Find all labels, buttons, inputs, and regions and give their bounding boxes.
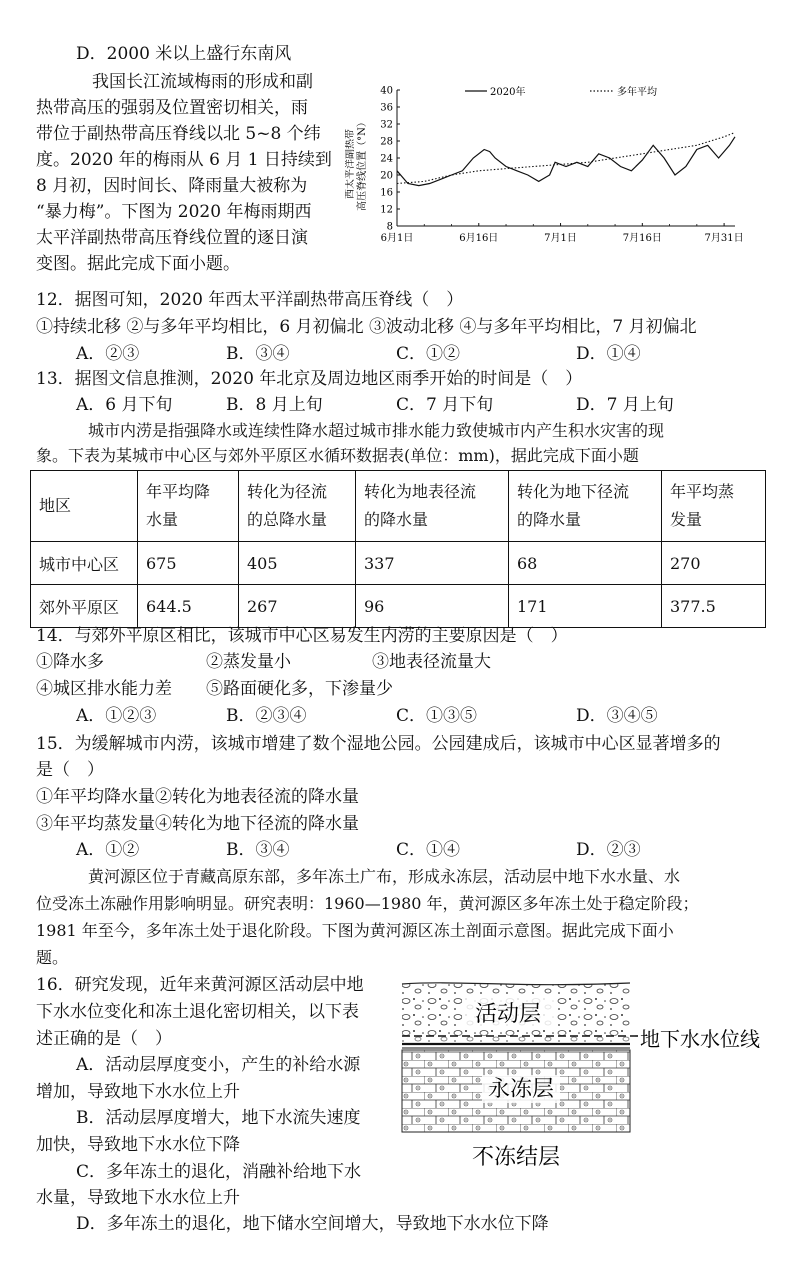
table-cell: 城市中心区 [31,542,138,585]
q12-option-a[interactable]: A．②③ [76,344,140,364]
table-header-surface-runoff: 转化为地表径流 的降水量 [356,471,509,542]
q14-statement: ①降水多 [36,652,104,672]
laoying-intro-line: 象。下表为某城市中心区与郊外平原区水循环数据表(单位：mm)，据此完成下面小题 [36,446,639,465]
q15-option-d[interactable]: D．②③ [576,840,641,860]
legend-2020: 2020年 [490,87,526,98]
active-layer-label: 活动层 [474,1002,542,1027]
q12-option-b[interactable]: B．③④ [226,344,290,364]
x-tick-label: 6月1日 [380,233,414,244]
q16-option-a[interactable]: A．活动层厚度变小，产生的补给水源 [76,1055,361,1075]
q15-option-b[interactable]: B．③④ [226,840,290,860]
table-cell: 337 [356,542,509,585]
x-tick-label: 7月31日 [704,233,744,244]
q13-option-d[interactable]: D．7 月上旬 [576,395,674,415]
q16-stem: 16．研究发现，近年来黄河源区活动层中地 [36,975,364,995]
table-cell: 郊外平原区 [31,585,138,628]
x-tick-label: 6月16日 [459,233,499,244]
q15-option-a[interactable]: A．①② [76,840,140,860]
q14-option-a[interactable]: A．①②③ [76,706,157,726]
prev-question-option-d: D．2000 米以上盛行东南风 [76,44,292,64]
y-tick-label: 16 [380,187,393,199]
huanghe-intro-line: 黄河源区位于青藏高原东部，多年冻土广布，形成永冻层，活动层中地下水水量、水 [88,867,681,886]
q13-stem: 13．据图文信息推测，2020 年北京及周边地区雨季开始的时间是（ ） [36,369,583,389]
intro-line: 变图。据此完成下面小题。 [36,254,240,274]
table-cell: 68 [509,542,662,585]
q14-option-c[interactable]: C．①③⑤ [396,706,478,726]
table-cell: 675 [138,542,239,585]
q16-option-a-cont: 增加，导致地下水水位上升 [36,1082,240,1102]
q15-stem: 15．为缓解城市内涝，该城市增建了数个湿地公园。公园建成后，该城市中心区显著增多的 [36,734,721,754]
laoying-intro-line: 城市内涝是指强降水或连续性降水超过城市排水能力致使城市内产生积水灾害的现 [88,421,665,440]
table-cell: 270 [662,542,766,585]
q15-stem: 是（ ） [36,760,104,780]
intro-line: 太平洋副热带高压脊线位置的逐日演 [36,228,308,248]
permafrost-label: 永冻层 [487,1077,555,1102]
table-row [31,585,766,628]
table-cell: 171 [509,585,662,628]
table-row [31,542,766,585]
q16-option-b-cont: 加快，导致地下水水位下降 [36,1135,240,1155]
unfrozen-layer-label: 不冻结层 [471,1145,561,1170]
q13-option-b[interactable]: B．8 月上旬 [226,395,323,415]
table-header-region: 地区 [31,471,138,542]
q14-stem: 14．与郊外平原区相比，该城市中心区易发生内涝的主要原因是（ ） [36,626,568,646]
q14-statement: ③地表径流量大 [372,652,491,672]
q13-option-a[interactable]: A．6 月下旬 [76,395,173,415]
q15-statement: ①年平均降水量②转化为地表径流的降水量 [36,787,359,807]
q16-option-d[interactable]: D．多年冻土的退化，地下储水空间增大，导致地下水水位下降 [76,1214,549,1234]
table-header-ground-runoff: 转化为地下径流 的降水量 [509,471,662,542]
y-tick-label: 8 [386,221,393,233]
huanghe-intro-line: 题。 [36,948,69,967]
q16-option-c[interactable]: C．多年冻土的退化，消融补给地下水 [76,1162,362,1182]
water-cycle-table [30,470,766,628]
q14-option-b[interactable]: B．②③④ [226,706,307,726]
table-cell: 377.5 [662,585,766,628]
y-tick-label: 28 [380,136,393,148]
q12-option-c[interactable]: C．①② [396,344,461,364]
intro-line: 带位于副热带高压脊线以北 5~8 个纬 [36,124,321,144]
table-header-precip: 年平均降 水量 [138,471,239,542]
y-axis-label-line2: 高压脊线位置（°N） [357,117,368,211]
table-cell: 405 [239,542,356,585]
intro-line: 8 月初，因时间长、降雨量大被称为 [36,176,308,196]
y-tick-label: 32 [380,119,393,131]
q13-option-c[interactable]: C．7 月下旬 [396,395,494,415]
series-average-line [397,133,735,184]
intro-line: 热带高压的强弱及位置密切相关，雨 [36,98,308,118]
y-tick-label: 40 [380,85,393,97]
y-tick-label: 36 [380,102,393,114]
q16-stem: 下水水位变化和冻土退化密切相关，以下表 [36,1002,359,1022]
q15-statement: ③年平均蒸发量④转化为地下径流的降水量 [36,814,359,834]
y-tick-label: 20 [380,170,393,182]
table-cell: 644.5 [138,585,239,628]
permafrost-profile-diagram [400,980,770,1180]
q15-option-c[interactable]: C．①④ [396,840,461,860]
intro-line: 度。2020 年的梅雨从 6 月 1 日持续到 [36,150,332,170]
q12-option-d[interactable]: D．①④ [576,344,641,364]
y-axis-label-line1: 西太平洋副热带 [345,129,356,199]
table-header-runoff-total: 转化为径流 的总降水量 [239,471,356,542]
y-tick-label: 12 [380,204,393,216]
ridge-line-chart [345,76,765,256]
intro-line: 我国长江流域梅雨的形成和副 [92,72,313,92]
intro-line: “暴力梅”。下图为 2020 年梅雨期西 [36,202,312,222]
q14-option-d[interactable]: D．③④⑤ [576,706,658,726]
huanghe-intro-line: 位受冻土冻融作用影响明显。研究表明：1960—1980 年，黄河源区多年冻土处于稳定阶段； [36,894,699,913]
q14-statement: ④城区排水能力差 [36,679,172,699]
water-table-label: 地下水水位线 [640,1027,760,1051]
q14-statement: ②蒸发量小 [206,652,291,672]
q12-stem: 12．据图可知，2020 年西太平洋副热带高压脊线（ ） [36,290,464,310]
q16-option-b[interactable]: B．活动层厚度增大，地下水流失速度 [76,1108,361,1128]
table-cell: 267 [239,585,356,628]
q14-statement: ⑤路面硬化多，下渗量少 [206,679,393,699]
q16-option-c-cont: 水量，导致地下水水位上升 [36,1188,240,1208]
x-tick-label: 7月16日 [622,233,662,244]
table-cell: 96 [356,585,509,628]
y-tick-label: 24 [380,153,393,165]
table-header-evaporation: 年平均蒸 发量 [662,471,766,542]
huanghe-intro-line: 1981 年至今，多年冻土处于退化阶段。下图为黄河源区冻土剖面示意图。据此完成下面小 [36,921,674,940]
q16-stem: 述正确的是（ ） [36,1029,172,1049]
series-2020-line [397,137,735,186]
legend-average: 多年平均 [617,87,657,98]
x-tick-label: 7月1日 [544,233,577,244]
q12-statements: ①持续北移 ②与多年平均相比，6 月初偏北 ③波动北移 ④与多年平均相比，7 月初偏北 [36,317,697,337]
